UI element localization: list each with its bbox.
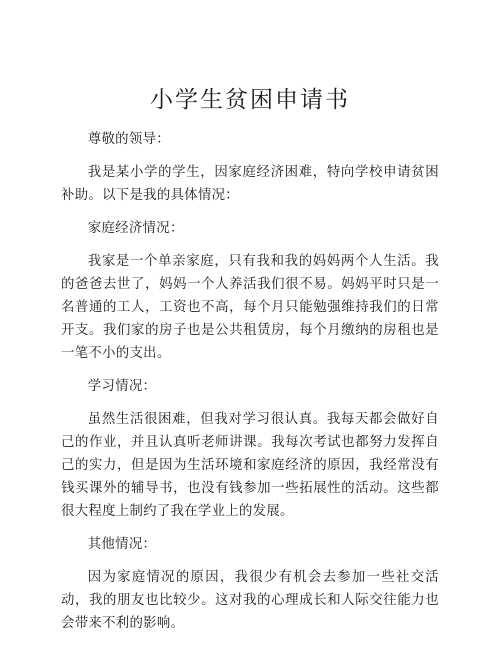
study-paragraph: 虽然生活很困难，但我对学习很认真。我每天都会做好自己的作业，并且认真听老师讲课。我每次考试也都努力发挥自己的实力，但是因为生活环境和家庭经济的原因，我经常没有钱买课外的辅导书，也没有钱参加一些拓展性的活动。这些都很大程度上制约了我在学业上的发展。 — [61, 412, 439, 519]
family-finances-paragraph: 我家是一个单亲家庭，只有我和我的妈妈两个人生活。我的爸爸去世了，妈妈一个人养活我们很不易。妈妈平时只是一名普通的工人，工资也不高，每个月只能勉强维持我们的日常开支。我们家的房子也是公共租赁房，每个月缴纳的房租也是一笔不小的支出。 — [61, 254, 439, 361]
document-body — [61, 128, 439, 635]
other-paragraph: 因为家庭情况的原因，我很少有机会去参加一些社交活动，我的朋友也比较少。这对我的心理成长和人际交往能力也会带来不利的影响。 — [61, 570, 439, 631]
section-heading-study: 学习情况： — [87, 379, 157, 394]
section-heading-family-finances: 家庭经济情况： — [87, 221, 184, 236]
introduction-paragraph: 我是某小学的学生，因家庭经济困难，特向学校申请贫困补助。以下是我的具体情况： — [61, 165, 439, 203]
salutation: 尊敬的领导： — [87, 132, 170, 147]
document-title: 小学生贫困申请书 — [150, 87, 350, 113]
section-heading-other: 其他情况： — [87, 537, 157, 552]
